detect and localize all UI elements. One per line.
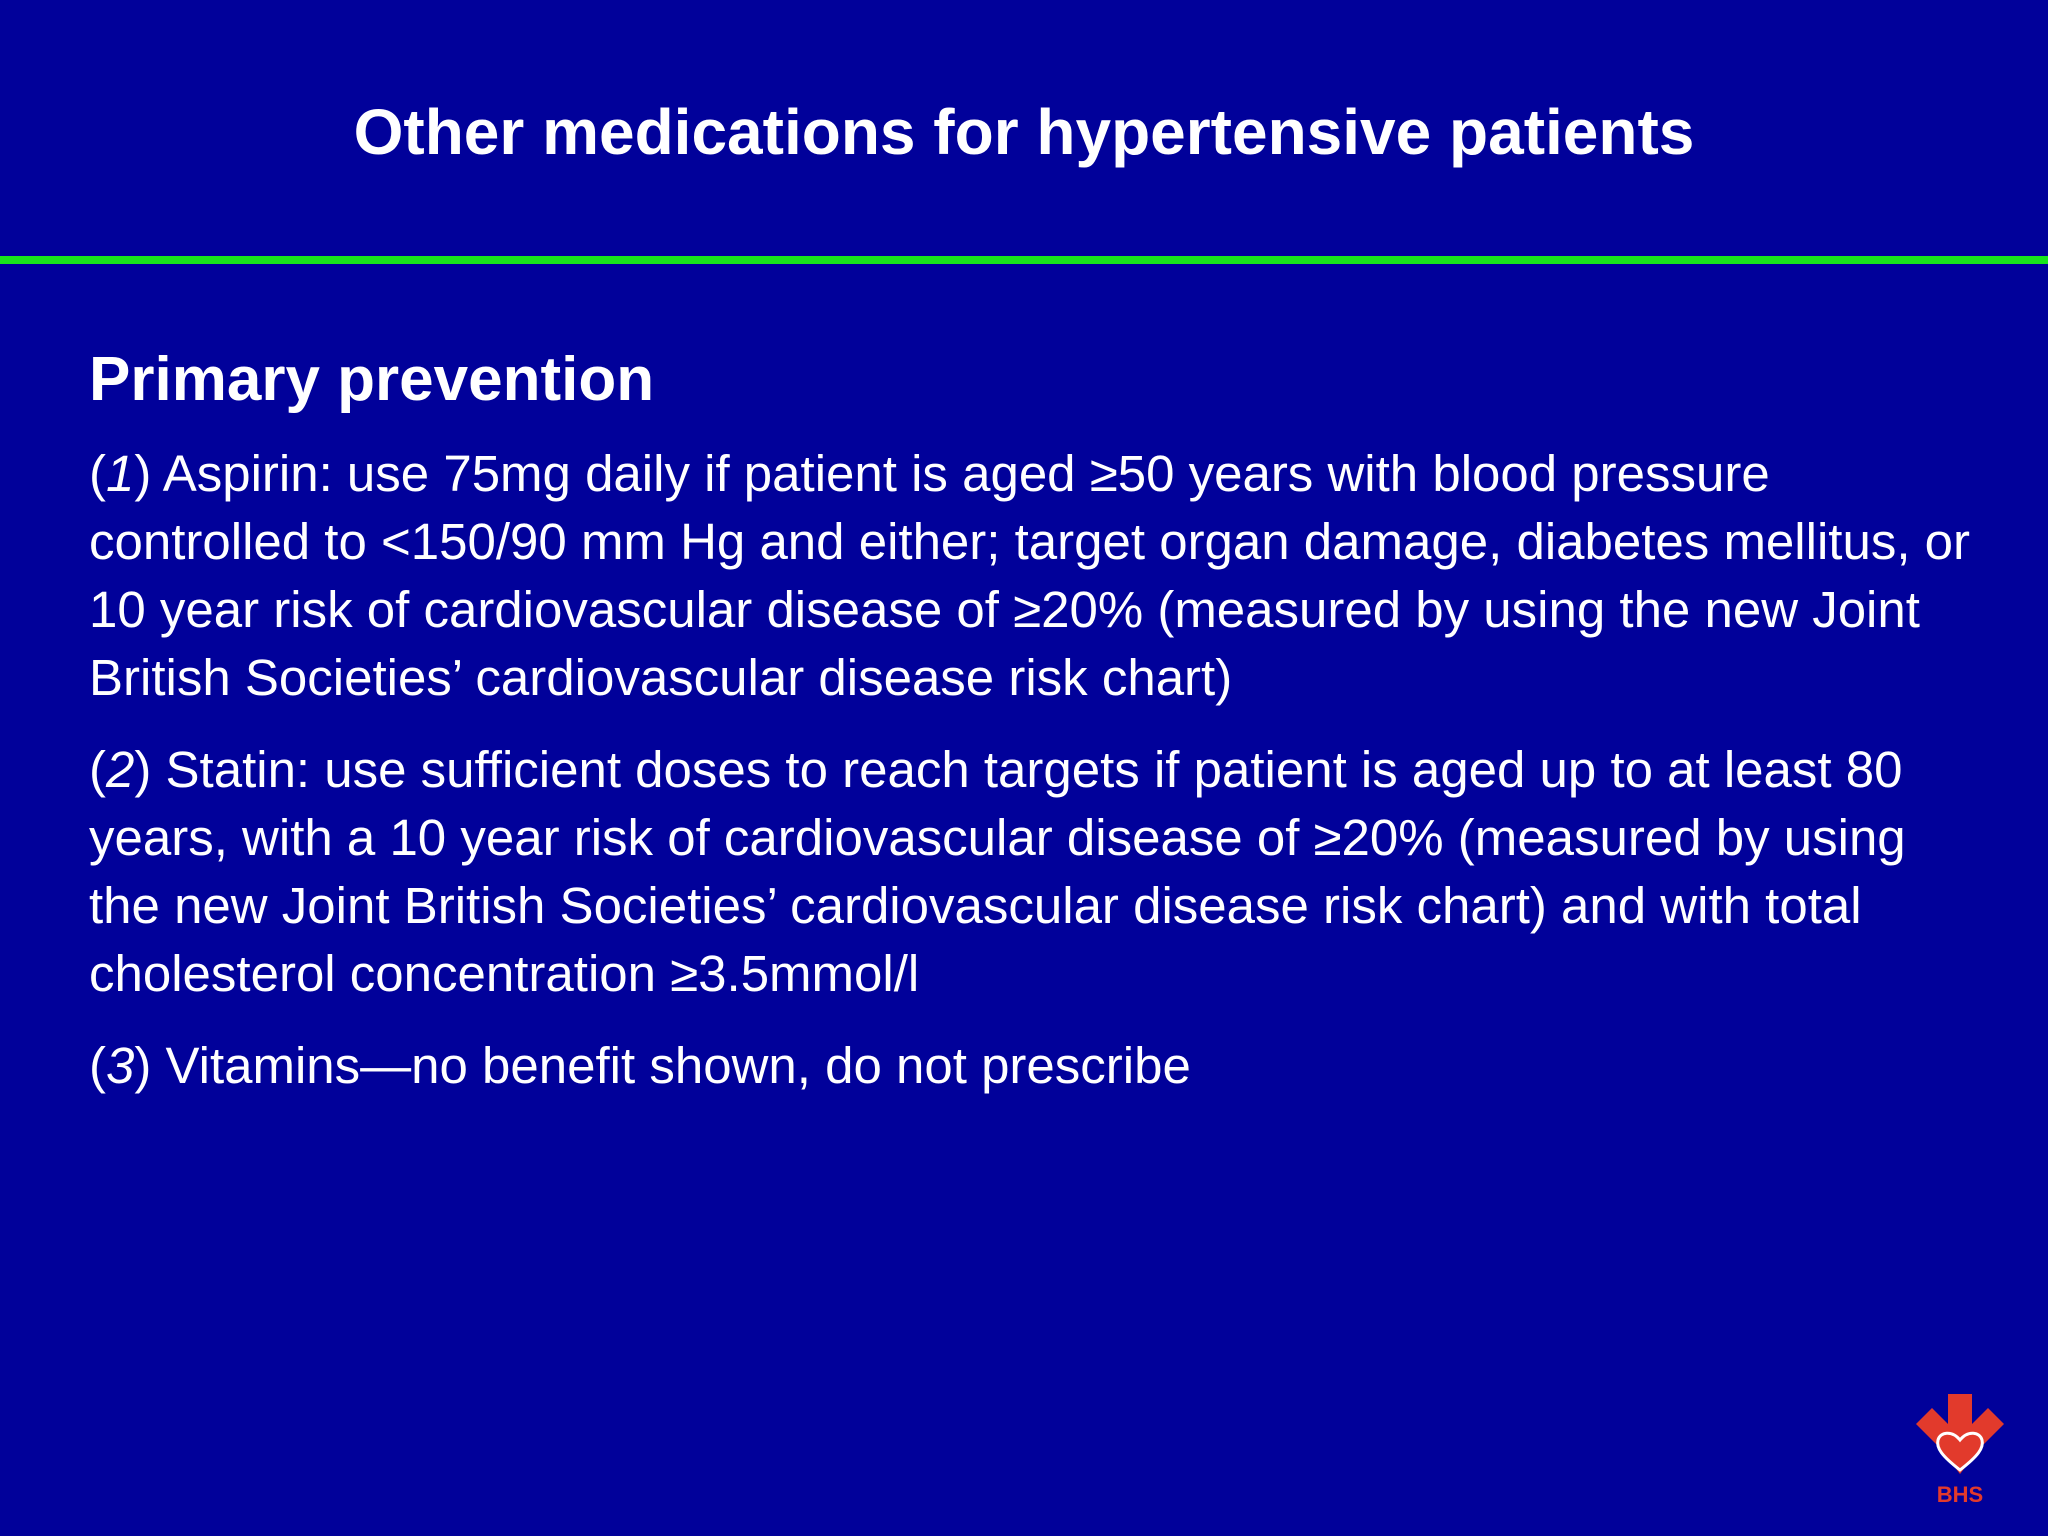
item-number: 3 [105,1037,135,1094]
bhs-heart-arrow-icon [1912,1394,2008,1484]
item-close-paren: ) [134,1037,152,1094]
item-text: Aspirin: use 75mg daily if patient is aged ≥50 years with blood pressure controlled to <150/90 mm Hg and either; target organ damage, diabetes mellitus, or 10 year risk of cardiovascular disease of ≥20% (measured by using the new Joint British Societies’ cardiovascular disease risk chart) [89,445,1970,706]
bhs-logo [1912,1394,2008,1510]
item-close-paren: ) [134,741,152,798]
slide-content [89,338,1989,1124]
item-close-paren: ) [134,445,152,502]
item-open-paren: ( [89,1037,106,1094]
item-number: 2 [105,741,135,798]
item-text: Statin: use sufficient doses to reach targets if patient is aged up to at least 80 years, with a 10 year risk of cardiovascular disease of ≥20% (measured by using the new Joint British Societies’ cardiovascular disease risk chart) and with total cholesterol concentration ≥3.5mmol/l [89,741,1906,1002]
item-open-paren: ( [89,741,106,798]
list-item-vitamins [89,1032,1989,1100]
item-number: 1 [105,445,135,502]
logo-text: BHS [1936,1482,1984,1507]
slide-title: Other medications for hypertensive patients [353,96,1695,168]
item-text: Vitamins—no benefit shown, do not prescribe [151,1037,1191,1094]
item-open-paren: ( [89,445,106,502]
list-item-statin [89,736,1989,1008]
title-divider [0,256,2048,264]
list-item-aspirin [89,440,1989,712]
section-heading: Primary prevention [89,345,655,414]
